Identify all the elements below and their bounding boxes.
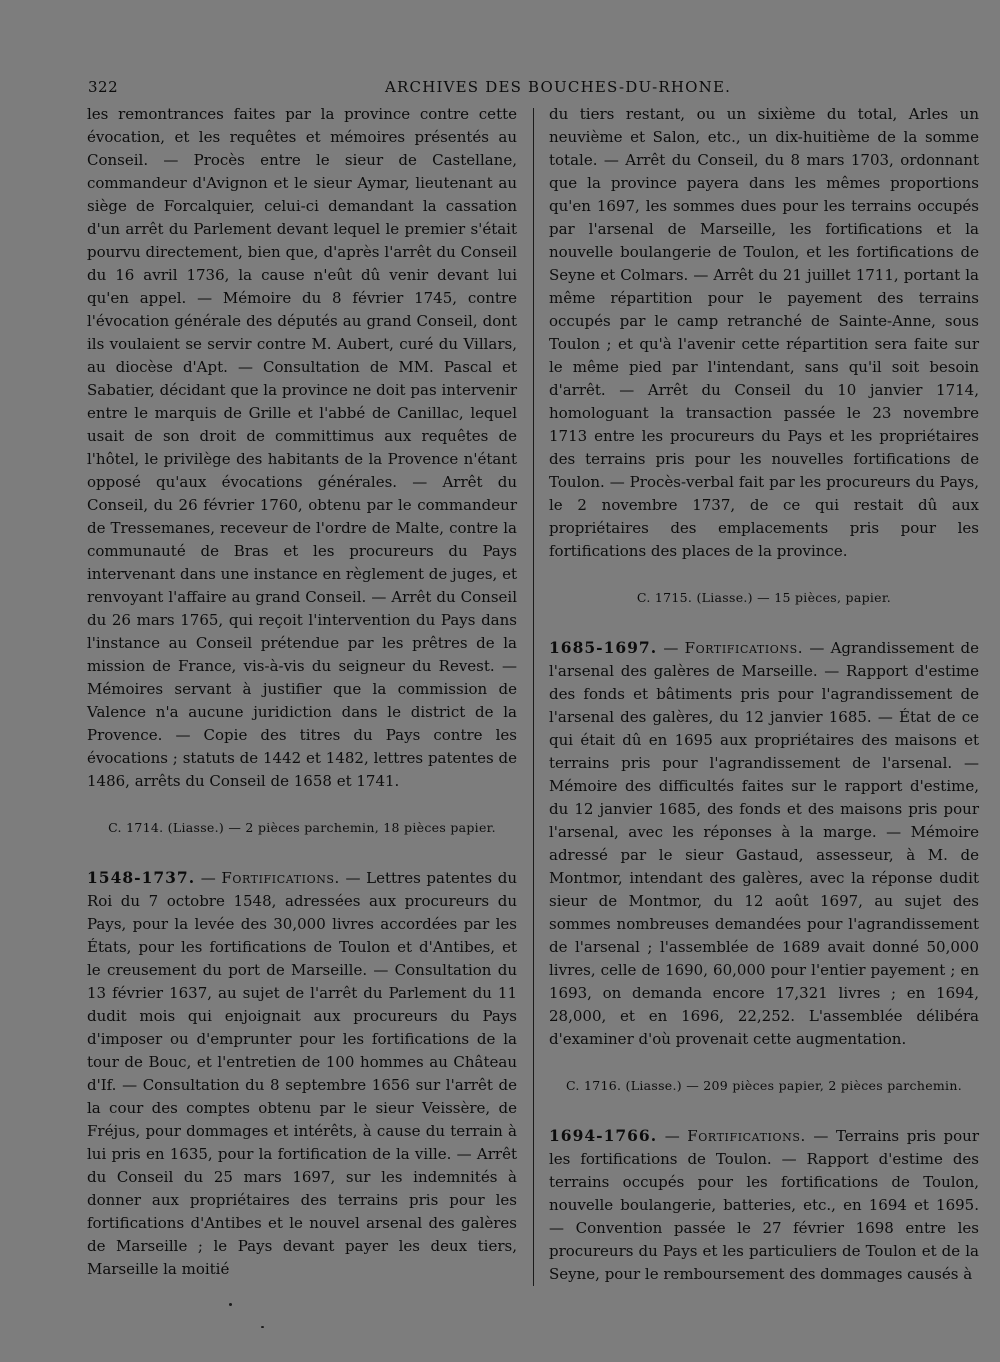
dash: — xyxy=(200,869,222,887)
entry-date: 1548-1737. xyxy=(87,868,196,887)
page-number: 322 xyxy=(88,78,119,96)
left-column xyxy=(87,103,517,1281)
dash: — xyxy=(663,639,685,657)
right-column xyxy=(549,103,979,1286)
archive-caption: C. 1716. (Liasse.) — 209 pièces papier, 2 pièces parchemin. xyxy=(566,1078,962,1093)
column-rule xyxy=(533,108,534,1286)
entry-date: 1694-1766. xyxy=(549,1126,658,1145)
entry-text: — Terrains pris pour les fortifications de Toulon. — Rapport d'estime des terrains occupés pour les fortifications de Toulon, nouvelle boulangerie, batteries, etc., en 1694 et 1695. — Convention passée le 27 février 1698 entre les procureurs du Pays et les particuliers de Toulon et de la Seyne, pour le remboursement des dommages causés à xyxy=(549,1127,979,1283)
entry xyxy=(549,636,979,1051)
entry-heading: Fortifications. xyxy=(687,1127,806,1145)
entry-text: — Lettres patentes du Roi du 7 octobre 1548, adressées aux procureurs du Pays, pour la levée des 30,000 livres accordées par les États, pour les fortifications de Toulon et d'Antibes, et le creusement du port de Marseille. — Consultation du 13 février 1637, au sujet de l'arrêt du Parlement du 11 dudit mois qui enjoignait aux procureurs du Pays d'imposer ou d'emprunter pour les fortifications de la tour de Bouc, et l'entretien de 100 hommes au Château d'If. — Consultation du 8 septembre 1656 sur l'arrêt de la cour des comptes obtenu par le sieur Veissère, de Fréjus, pour dommages et intérêts, à cause du terrain à lui pris en 1635, pour la fortification de la ville. — Arrêt du Conseil du 25 mars 1697, sur les indemnités à donner aux propriétaires des terrains pris pour les fortifications d'Antibes et le nouvel arsenal des galères de Marseille ; le Pays devant payer les deux tiers, Marseille la moitié xyxy=(87,869,517,1278)
archive-caption: C. 1714. (Liasse.) — 2 pièces parchemin, 18 pièces papier. xyxy=(108,820,496,835)
dash: — xyxy=(664,1127,688,1145)
entry-text: — Agrandissement de l'arsenal des galères de Marseille. — Rapport d'estime des fonds et bâtiments pris pour l'agrandissement de l'arsenal des galères, du 12 janvier 1685. — État de ce qui était dû en 1695 aux propriétaires des maisons et terrains pris pour l'agrandissement de l'arsenal. — Mémoire des difficultés faites sur le rapport d'estime, du 12 janvier 1685, des fonds et des maisons pris pour l'arsenal, avec les réponses à la marge. — Mémoire adressé par le sieur Gastaud, assesseur, à M. de Montmor, intendant des galères, avec la réponse dudit sieur de Montmor, du 12 août 1697, au sujet des sommes nombreuses demandées pour l'agrandissement de l'arsenal ; l'assemblée de 1689 avait donné 50,000 livres, celle de 1690, 60,000 pour l'entier payement ; en 1693, on demanda encore 17,321 livres ; en 1694, 28,000, et en 1696, 22,252. L'assemblée délibéra d'examiner d'où provenait cette augmentation. xyxy=(549,639,979,1048)
entry-heading: Fortifications. xyxy=(221,869,340,887)
paragraph: les remontrances faites par la province contre cette évocation, et les requêtes et mémoires présentés au Conseil. — Procès entre le sieur de Castellane, commandeur d'Avignon et le sieur Aymar, lieutenant au siège de Forcalquier, celui-ci demandant la cassation d'un arrêt du Parlement devant lequel le premier s'était pourvu directement, bien que, d'après l'arrêt du Conseil du 16 avril 1736, la cause n'eût dû venir devant lui qu'en appel. — Mémoire du 8 février 1745, contre l'évocation générale des députés au grand Conseil, dont ils voulaient se servir contre M. Aubert, curé du Villars, au diocèse d'Apt. — Consultation de MM. Pascal et Sabatier, décidant que la province ne doit pas intervenir entre le marquis de Grille et l'abbé de Canillac, lequel usait de son droit de committimus aux requêtes de l'hôtel, le privilège des habitants de la Provence n'étant opposé qu'aux évocations générales. — Arrêt du Conseil, du 26 février 1760, obtenu par le commandeur de Tressemanes, receveur de l'ordre de Malte, contre la communauté de Bras et les procureurs du Pays intervenant dans une instance en règlement de juges, et renvoyant l'affaire au grand Conseil. — Arrêt du Conseil du 26 mars 1765, qui reçoit l'intervention du Pays dans l'instance au Conseil prétendue par les prêtres de la mission de France, vis-à-vis du seigneur du Revest. — Mémoires servant à justifier que la commission de Valence n'a aucune juridiction dans le district de la Provence. — Copie des titres du Pays contre les évocations ; statuts de 1442 et 1482, lettres patentes de 1486, arrêts du Conseil de 1658 et 1741. xyxy=(87,105,517,790)
archive-caption: C. 1715. (Liasse.) — 15 pièces, papier. xyxy=(636,590,892,605)
print-speck xyxy=(261,1326,264,1328)
print-speck xyxy=(229,1303,232,1306)
entry xyxy=(549,1124,979,1286)
entry xyxy=(87,866,517,1281)
entry-heading: Fortifications. xyxy=(684,639,804,657)
paragraph: du tiers restant, ou un sixième du total, Arles un neuvième et Salon, etc., un dix-huitième de la somme totale. — Arrêt du Conseil, du 8 mars 1703, ordonnant que la province payera dans les mêmes proportions qu'en 1697, les sommes dues pour les terrains occupés par l'arsenal de Marseille, les fortifications et la nouvelle boulangerie de Toulon, et les fortifications de Seyne et Colmars. — Arrêt du 21 juillet 1711, portant la même répartition pour le payement des terrains occupés par le camp retranché de Sainte-Anne, sous Toulon ; et qu'à l'avenir cette répartition sera faite sur le même pied par l'intendant, sans qu'il soit besoin d'arrêt. — Arrêt du Conseil du 10 janvier 1714, homologuant la transaction passée le 23 novembre 1713 entre les procureurs du Pays et les propriétaires des terrains pris pour les nouvelles fortifications de Toulon. — Procès-verbal fait par les procureurs du Pays, le 2 novembre 1737, de ce qui restait dû aux propriétaires des emplacements pris pour les fortifications des places de la province. xyxy=(549,105,979,560)
running-title: ARCHIVES DES BOUCHES-DU-RHONE. xyxy=(385,78,732,96)
entry-date: 1685-1697. xyxy=(549,638,658,657)
